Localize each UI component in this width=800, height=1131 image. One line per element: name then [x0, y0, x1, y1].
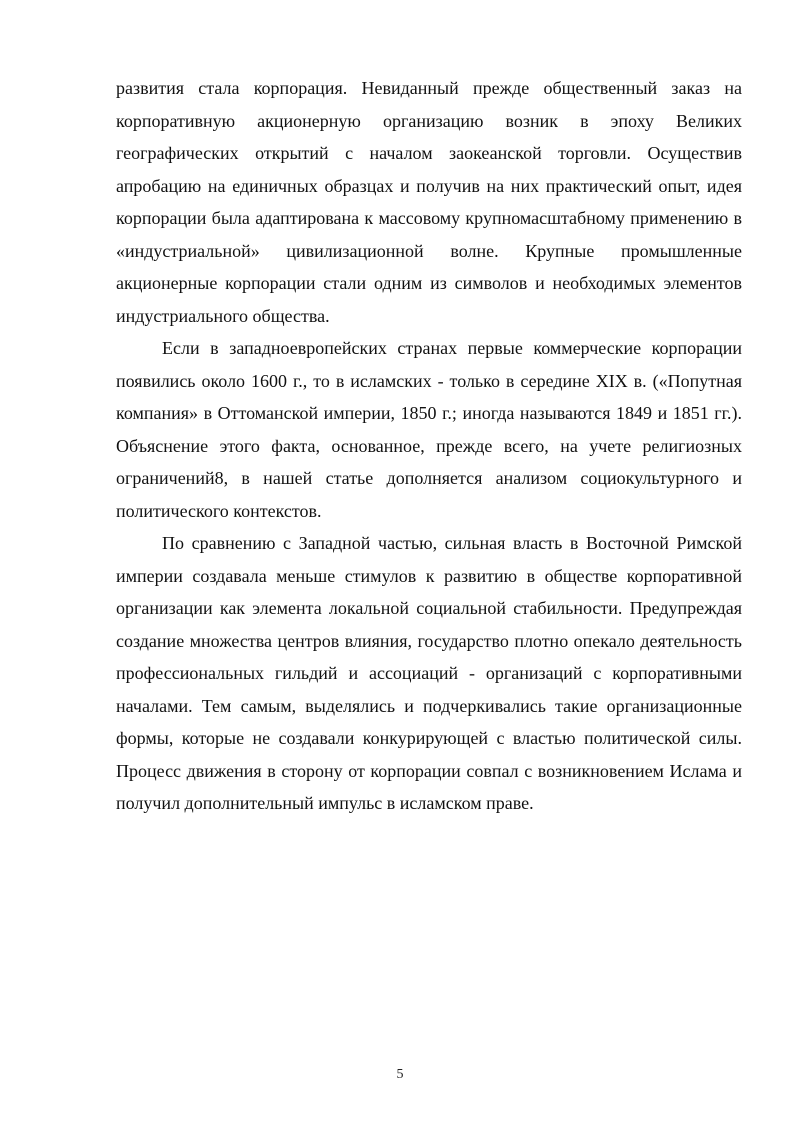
paragraph: Если в западноевропейских странах первые коммерческие корпорации появились около 1600 г., то в исламских - только в середине XIX в. («Попутная компания» в Оттоманской империи, 1850 г.; иногда называются 1849 и 1851 гг.). Объяснение этого факта, основанное, прежде всего, на учете религиозных ограничений8, в нашей статье дополняется анализом социокультурного и политического контекстов.	[116, 338, 742, 521]
paragraph-continuation: развития стала корпорация. Невиданный прежде общественный заказ на корпоративную акционерную организацию возник в эпоху Великих географических открытий с началом заокеанской торговли. Осуществив апробацию на единичных образцах и получив на них практический опыт, идея корпорации была адаптирована к массовому крупномасштабному применению в «индустриальной» цивилизационной волне. Крупные промышленные акционерные корпорации стали одним из символов и необходимых элементов индустриального общества.	[116, 78, 742, 326]
page-number: 5	[396, 1067, 404, 1082]
body-text	[116, 72, 742, 820]
paragraph: По сравнению с Западной частью, сильная власть в Восточной Римской империи создавала меньше стимулов к развитию в обществе корпоративной организации как элемента локальной социальной стабильности. Предупреждая создание множества центров влияния, государство плотно опекало деятельность профессиональных гильдий и ассоциаций - организаций с корпоративными началами. Тем самым, выделялись и подчеркивались такие организационные формы, которые не создавали конкурирующей с властью политической силы. Процесс движения в сторону от корпорации совпал с возникновением Ислама и получил дополнительный импульс в исламском праве.	[116, 533, 742, 813]
